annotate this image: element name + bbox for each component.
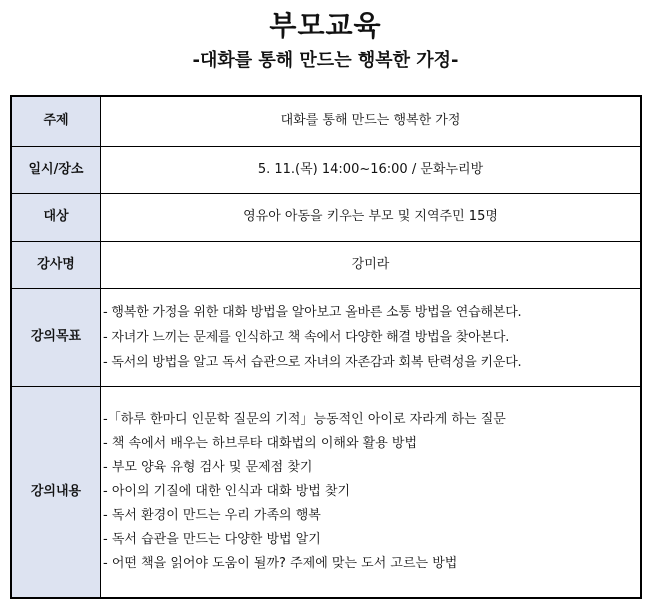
list-item: - 책 속에서 배우는 하브루타 대화법의 이해와 활용 방법 xyxy=(103,435,418,451)
table-row-contents xyxy=(11,386,641,598)
list-item: - 행복한 가정을 위한 대화 방법을 알아보고 올바른 소통 방법을 연습해본다. xyxy=(103,304,522,320)
goals-list xyxy=(101,300,640,375)
contents-value xyxy=(101,386,642,598)
lecturer-value: 강미라 xyxy=(101,241,642,288)
datetime-place-value: 5. 11.(목) 14:00~16:00 / 문화누리방 xyxy=(101,146,642,193)
list-item: - 아이의 기질에 대한 인식과 대화 방법 찾기 xyxy=(103,483,351,499)
datetime-place-label: 일시/장소 xyxy=(11,146,101,193)
topic-value: 대화를 통해 만드는 행복한 가정 xyxy=(101,96,642,146)
table-row-audience xyxy=(11,193,641,241)
document-title: 부모교육 xyxy=(269,9,382,42)
table-row-topic xyxy=(11,96,641,146)
audience-label: 대상 xyxy=(11,193,101,241)
list-item: - 독서 환경이 만드는 우리 가족의 행복 xyxy=(103,507,321,523)
lecturer-label: 강사명 xyxy=(11,241,101,288)
contents-label: 강의내용 xyxy=(11,386,101,598)
audience-value: 영유아 아동을 키우는 부모 및 지역주민 15명 xyxy=(101,193,642,241)
list-item: - 어떤 책을 읽어야 도움이 될까? 주제에 맞는 도서 고르는 방법 xyxy=(103,555,458,571)
list-item: - 독서 습관을 만드는 다양한 방법 알기 xyxy=(103,531,321,547)
program-info-table xyxy=(10,95,642,599)
contents-list xyxy=(101,408,640,576)
table-row-goals xyxy=(11,288,641,386)
list-item: - 부모 양육 유형 검사 및 문제점 찾기 xyxy=(103,459,313,475)
table-row-lecturer xyxy=(11,241,641,288)
list-item: - 독서의 방법을 알고 독서 습관으로 자녀의 자존감과 회복 탄력성을 키운다. xyxy=(103,354,522,370)
document-subtitle: -대화를 통해 만드는 행복한 가정- xyxy=(192,50,459,71)
list-item: -「하루 한마디 인문학 질문의 기적」능동적인 아이로 자라게 하는 질문 xyxy=(103,411,506,427)
table-row-datetime-place xyxy=(11,146,641,193)
topic-label: 주제 xyxy=(11,96,101,146)
list-item: - 자녀가 느끼는 문제를 인식하고 책 속에서 다양한 해결 방법을 찾아본다. xyxy=(103,329,510,345)
goals-label: 강의목표 xyxy=(11,288,101,386)
goals-value xyxy=(101,288,642,386)
